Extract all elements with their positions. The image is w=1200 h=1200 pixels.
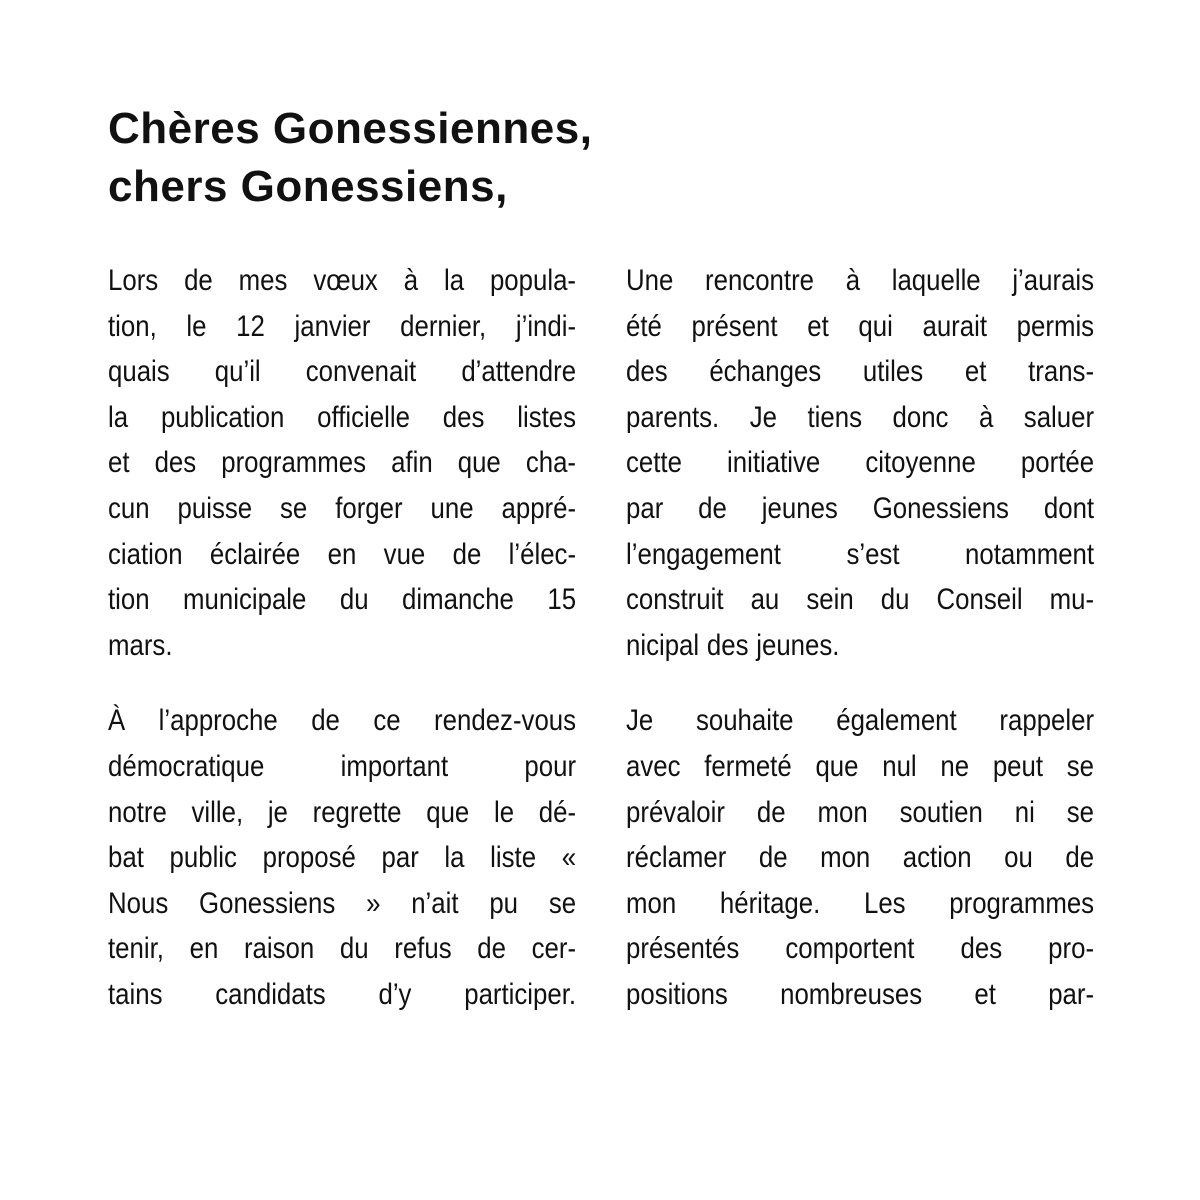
- word: se: [280, 491, 308, 525]
- word: Lors: [108, 264, 159, 297]
- text-line: [108, 835, 576, 881]
- word: tenir,: [108, 932, 164, 966]
- word: convenait: [305, 355, 417, 389]
- word: listes: [517, 400, 577, 434]
- word: À: [108, 704, 126, 738]
- word: n’ait: [411, 886, 459, 920]
- text-line: [108, 258, 576, 304]
- word: en: [189, 932, 219, 966]
- word: notamment: [965, 537, 1095, 571]
- word: le: [493, 795, 515, 829]
- word: tion: [108, 583, 150, 617]
- text-line: [108, 790, 576, 836]
- word: dé-: [538, 795, 577, 829]
- word: donc: [892, 400, 949, 434]
- word: comportent: [785, 932, 915, 966]
- word: ciation: [108, 537, 183, 571]
- word: éclairée: [209, 537, 301, 571]
- word: nicipal: [626, 628, 700, 662]
- text-line: [108, 623, 576, 669]
- word: également: [836, 704, 957, 738]
- text-line: [626, 972, 1094, 1018]
- word: héritage.: [719, 886, 821, 920]
- word: se: [548, 886, 577, 920]
- word: appré-: [501, 491, 577, 525]
- word: l’approche: [158, 704, 278, 738]
- word: refus: [394, 932, 452, 966]
- word: qu’il: [214, 355, 261, 389]
- word: saluer: [1023, 400, 1095, 434]
- word: rappeler: [999, 704, 1095, 738]
- letter-salutation: [108, 100, 1108, 216]
- text-line: [626, 881, 1094, 927]
- word: ni: [1014, 795, 1035, 829]
- word: nul: [882, 749, 917, 783]
- text-line: [108, 926, 576, 972]
- text-line: [626, 304, 1094, 350]
- word: mars.: [108, 628, 173, 662]
- word: citoyenne: [865, 446, 976, 480]
- word: j’aurais: [1012, 264, 1095, 297]
- word: mu-: [1049, 583, 1095, 617]
- word: ne: [940, 749, 970, 783]
- word: de: [1065, 841, 1095, 875]
- word: qui: [858, 309, 893, 343]
- word: des: [154, 446, 197, 480]
- salutation-line-1: Chères Gonessiennes,: [108, 104, 593, 153]
- word: et: [964, 355, 987, 389]
- word: par-: [1048, 977, 1095, 1011]
- word: de: [698, 491, 727, 525]
- word: »: [366, 886, 381, 920]
- word: action: [902, 841, 972, 875]
- word: par: [381, 841, 419, 875]
- word: je: [267, 795, 288, 829]
- word: popula-: [489, 264, 577, 297]
- text-line: [108, 577, 576, 623]
- text-line: [108, 349, 576, 395]
- left-paragraph-2: [108, 698, 576, 1017]
- text-line: [108, 304, 576, 350]
- text-line: [626, 926, 1094, 972]
- word: des: [706, 628, 749, 662]
- word: présentés: [626, 932, 740, 966]
- word: et: [974, 977, 996, 1011]
- word: que: [815, 749, 859, 783]
- word: dernier,: [400, 309, 487, 343]
- word: du: [880, 583, 910, 617]
- paragraph-gap: [108, 668, 576, 698]
- word: s’est: [846, 537, 900, 571]
- word: soutien: [899, 795, 983, 829]
- word: prévaloir: [626, 795, 725, 829]
- word: j’indi-: [515, 309, 577, 343]
- text-line: [108, 881, 576, 927]
- word: une: [430, 491, 474, 525]
- word: nombreuses: [780, 977, 923, 1011]
- word: participer.: [464, 977, 577, 1011]
- word: mes: [238, 264, 288, 297]
- word: Conseil: [936, 583, 1023, 617]
- text-line: [108, 440, 576, 486]
- word: en: [327, 537, 357, 571]
- word: pro-: [1048, 932, 1095, 966]
- word: de: [477, 932, 506, 966]
- word: notre: [108, 795, 167, 829]
- word: la: [444, 841, 465, 875]
- word: Gonessiens: [199, 886, 336, 920]
- text-line: [108, 486, 576, 532]
- word: à: [403, 264, 419, 297]
- text-line: [626, 577, 1094, 623]
- word: tiens: [807, 400, 862, 434]
- text-line: [108, 395, 576, 441]
- word: forger: [335, 491, 403, 525]
- word: présent: [691, 309, 778, 343]
- word: la: [443, 264, 465, 297]
- word: d’y: [378, 977, 412, 1011]
- word: Je: [749, 400, 777, 434]
- word: jeunes: [761, 491, 838, 525]
- word: dont: [1043, 491, 1095, 525]
- word: le: [186, 309, 207, 343]
- word: trans-: [1028, 355, 1095, 389]
- left-paragraph-1: [108, 258, 576, 668]
- word: sein: [806, 583, 854, 617]
- word: 12: [236, 309, 265, 343]
- word: Les: [863, 886, 906, 920]
- word: au: [750, 583, 780, 617]
- word: janvier: [294, 309, 371, 343]
- word: pu: [489, 886, 519, 920]
- word: Gonessiens: [872, 491, 1009, 525]
- word: portée: [1020, 446, 1095, 480]
- word: que: [457, 446, 501, 480]
- word: des: [442, 400, 485, 434]
- word: construit: [626, 583, 724, 617]
- word: municipale: [183, 583, 307, 617]
- word: la: [108, 400, 129, 434]
- text-line: [626, 532, 1094, 578]
- paragraph-gap: [626, 668, 1094, 698]
- word: du: [339, 932, 369, 966]
- word: ce: [373, 704, 401, 738]
- word: à: [978, 400, 994, 434]
- text-line: [626, 486, 1094, 532]
- word: laquelle: [891, 264, 981, 297]
- word: mon: [817, 795, 868, 829]
- word: important: [340, 749, 449, 783]
- word: quais: [108, 355, 170, 389]
- word: par: [626, 491, 664, 525]
- word: de: [184, 264, 213, 297]
- word: tion,: [108, 309, 157, 343]
- word: «: [561, 841, 577, 875]
- word: de: [311, 704, 340, 738]
- text-line: [626, 623, 1094, 669]
- word: à: [845, 264, 861, 297]
- word: parents.: [626, 400, 720, 434]
- word: tains: [108, 977, 163, 1011]
- word: regrette: [312, 795, 402, 829]
- text-line: [626, 395, 1094, 441]
- word: utiles: [862, 355, 924, 389]
- word: permis: [1016, 309, 1095, 343]
- text-line: [626, 349, 1094, 395]
- word: publication: [160, 400, 285, 434]
- word: candidats: [215, 977, 326, 1011]
- word: programmes: [221, 446, 367, 480]
- word: afin: [391, 446, 433, 480]
- word: peut: [992, 749, 1044, 783]
- word: public: [169, 841, 237, 875]
- word: fermeté: [704, 749, 792, 783]
- word: des: [626, 355, 668, 389]
- text-line: [626, 258, 1094, 304]
- salutation-line-2: chers Gonessiens,: [108, 162, 508, 211]
- word: de: [758, 841, 788, 875]
- word: liste: [490, 841, 537, 875]
- word: que: [426, 795, 470, 829]
- word: cette: [626, 446, 682, 480]
- word: aurait: [922, 309, 988, 343]
- right-column: [626, 258, 1094, 1018]
- text-line: [626, 698, 1094, 744]
- word: et: [807, 309, 829, 343]
- left-column: [108, 258, 576, 1018]
- word: l’élec-: [508, 537, 577, 571]
- word: rendez-vous: [434, 704, 577, 738]
- word: dimanche: [402, 583, 514, 617]
- word: jeunes.: [756, 628, 840, 662]
- word: mon: [820, 841, 871, 875]
- word: rencontre: [705, 264, 815, 297]
- word: souhaite: [695, 704, 794, 738]
- word: cun: [108, 491, 150, 525]
- word: pour: [524, 749, 577, 783]
- word: positions: [626, 977, 728, 1011]
- text-line: [108, 532, 576, 578]
- text-line: [626, 440, 1094, 486]
- text-line: [108, 744, 576, 790]
- word: puisse: [177, 491, 253, 525]
- right-paragraph-1: [626, 258, 1094, 668]
- word: initiative: [727, 446, 821, 480]
- word: se: [1066, 749, 1095, 783]
- word: officielle: [317, 400, 410, 434]
- text-line: [626, 744, 1094, 790]
- text-line: [626, 835, 1094, 881]
- word: ville,: [191, 795, 244, 829]
- word: Je: [626, 704, 654, 738]
- word: réclamer: [626, 841, 727, 875]
- word: de: [756, 795, 786, 829]
- word: avec: [626, 749, 681, 783]
- word: d’attendre: [461, 355, 577, 389]
- word: du: [339, 583, 369, 617]
- word: l’engagement: [626, 537, 781, 571]
- text-line: [626, 790, 1094, 836]
- word: vue: [383, 537, 426, 571]
- word: Nous: [108, 886, 169, 920]
- word: été: [626, 309, 662, 343]
- word: 15: [547, 583, 577, 617]
- word: ou: [1004, 841, 1033, 875]
- word: et: [108, 446, 130, 480]
- word: bat: [108, 841, 144, 875]
- text-line: [108, 698, 576, 744]
- word: vœux: [313, 264, 378, 297]
- word: programmes: [949, 886, 1095, 920]
- word: se: [1066, 795, 1095, 829]
- word: des: [960, 932, 1003, 966]
- text-line: [108, 972, 576, 1018]
- word: raison: [243, 932, 315, 966]
- right-paragraph-2: [626, 698, 1094, 1017]
- word: échanges: [709, 355, 822, 389]
- word: Une: [626, 264, 674, 297]
- word: cha-: [525, 446, 577, 480]
- word: démocratique: [108, 749, 265, 783]
- word: cer-: [531, 932, 577, 966]
- word: proposé: [262, 841, 356, 875]
- word: mon: [626, 886, 677, 920]
- word: de: [452, 537, 482, 571]
